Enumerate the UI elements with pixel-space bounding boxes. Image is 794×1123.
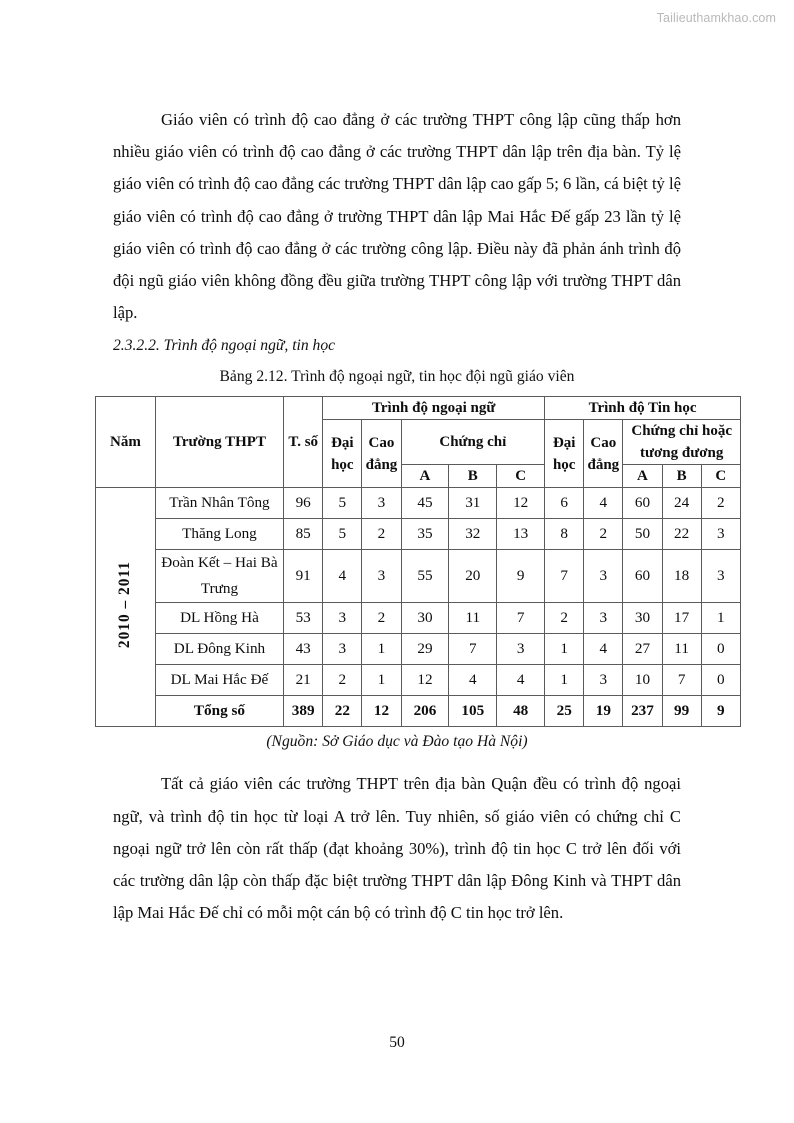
- cell-it-cao-dang: 3: [584, 550, 623, 603]
- cell-fl-cao-dang: 1: [362, 634, 401, 665]
- year-range-cell: [96, 488, 156, 727]
- cell-it-a: 50: [623, 519, 662, 550]
- header-fl-grade-c: C: [497, 465, 545, 488]
- cell-it-dai-hoc: 1: [545, 634, 584, 665]
- cell-total: 91: [284, 550, 323, 603]
- header-it-university: Đại học: [545, 420, 584, 488]
- school-name-cell: Thăng Long: [155, 519, 283, 550]
- cell-it-b: 7: [662, 665, 701, 696]
- cell-it-c: 0: [701, 634, 740, 665]
- total-cell-it-a: 237: [623, 696, 662, 727]
- page-content: [109, 104, 733, 929]
- table-source-note: (Nguồn: Sở Giáo dục và Đào tạo Hà Nội): [266, 733, 528, 751]
- table-caption: Bảng 2.12. Trình độ ngoại ngữ, tin học đội ngũ giáo viên: [219, 368, 575, 386]
- school-name-cell: DL Mai Hắc Đế: [155, 665, 283, 696]
- cell-it-dai-hoc: 7: [545, 550, 584, 603]
- total-label-cell: Tổng số: [155, 696, 283, 727]
- school-name-cell: DL Hồng Hà: [155, 603, 283, 634]
- cell-total: 96: [284, 488, 323, 519]
- table-row: [96, 550, 741, 603]
- table-row: [96, 603, 741, 634]
- total-cell-it-dai-hoc: 25: [545, 696, 584, 727]
- total-cell-it-cao-dang: 19: [584, 696, 623, 727]
- cell-it-b: 18: [662, 550, 701, 603]
- cell-fl-b: 4: [449, 665, 497, 696]
- cell-total: 53: [284, 603, 323, 634]
- header-fl-certificate: Chứng chỉ: [401, 420, 545, 465]
- total-cell-fl-cao-dang: 12: [362, 696, 401, 727]
- page-number: 50: [389, 1034, 405, 1051]
- table-row: [96, 488, 741, 519]
- cell-fl-c: 3: [497, 634, 545, 665]
- header-it-college: Cao đẳng: [584, 420, 623, 488]
- table-row: [96, 665, 741, 696]
- cell-it-a: 60: [623, 550, 662, 603]
- header-fl-grade-b: B: [449, 465, 497, 488]
- header-group-it: Trình độ Tin học: [545, 397, 741, 420]
- cell-total: 43: [284, 634, 323, 665]
- cell-fl-a: 45: [401, 488, 449, 519]
- cell-it-b: 11: [662, 634, 701, 665]
- table-container: [95, 396, 741, 727]
- cell-fl-a: 55: [401, 550, 449, 603]
- cell-fl-a: 35: [401, 519, 449, 550]
- header-group-foreign-language: Trình độ ngoại ngữ: [323, 397, 545, 420]
- header-school: Trường THPT: [155, 397, 283, 488]
- cell-fl-c: 9: [497, 550, 545, 603]
- cell-it-a: 30: [623, 603, 662, 634]
- school-name-cell: Trần Nhân Tông: [155, 488, 283, 519]
- cell-fl-cao-dang: 3: [362, 550, 401, 603]
- total-cell-fl-c: 48: [497, 696, 545, 727]
- header-year: Năm: [96, 397, 156, 488]
- header-row-groups: [96, 397, 741, 420]
- cell-fl-dai-hoc: 2: [323, 665, 362, 696]
- total-cell-fl-b: 105: [449, 696, 497, 727]
- total-cell-fl-dai-hoc: 22: [323, 696, 362, 727]
- cell-fl-b: 7: [449, 634, 497, 665]
- cell-it-cao-dang: 3: [584, 665, 623, 696]
- table-head: [96, 397, 741, 488]
- header-it-grade-a: A: [623, 465, 662, 488]
- cell-it-b: 24: [662, 488, 701, 519]
- cell-fl-c: 13: [497, 519, 545, 550]
- school-name-cell: Đoàn Kết – Hai Bà Trưng: [155, 550, 283, 603]
- intro-paragraph: Giáo viên có trình độ cao đẳng ở các trường THPT công lập cũng thấp hơn nhiều giáo viên có trình độ cao đẳng ở các trường THPT dân lập trên địa bàn. Tỷ lệ giáo viên có trình độ cao đẳng các trường THPT dân lập cao gấp 5; 6 lần, cá biệt tỷ lệ giáo viên có trình độ cao đẳng ở trường THPT dân lập Mai Hắc Đế gấp 23 lần tỷ lệ giáo viên có trình độ cao đẳng ở các trường công lập. Điều này đã phản ánh trình độ đội ngũ giáo viên không đồng đều giữa trường THPT công lập với trường THPT dân lập.: [113, 110, 681, 323]
- header-it-certificate: Chứng chỉ hoặc tương đương: [623, 420, 741, 465]
- header-fl-university: Đại học: [323, 420, 362, 488]
- cell-it-cao-dang: 3: [584, 603, 623, 634]
- conclusion-paragraph: Tất cả giáo viên các trường THPT trên địa bàn Quận đều có trình độ ngoại ngữ, và trình độ tin học từ loại A trở lên. Tuy nhiên, số giáo viên có chứng chỉ C ngoại ngữ trở lên còn rất thấp (đạt khoảng 30%), trình độ tin học C trở lên đối với các trường dân lập còn thấp đặc biệt trường THPT dân lập Đông Kinh và THPT dân lập Mai Hắc Đế chỉ có mỗi một cán bộ có trình độ C tin học trở lên.: [113, 774, 681, 923]
- total-cell-it-b: 99: [662, 696, 701, 727]
- year-range-label: 2010 – 2011: [116, 561, 134, 649]
- cell-fl-a: 29: [401, 634, 449, 665]
- cell-it-c: 1: [701, 603, 740, 634]
- cell-fl-cao-dang: 2: [362, 603, 401, 634]
- cell-total: 21: [284, 665, 323, 696]
- cell-fl-dai-hoc: 5: [323, 519, 362, 550]
- cell-it-b: 22: [662, 519, 701, 550]
- cell-it-c: 2: [701, 488, 740, 519]
- cell-fl-b: 11: [449, 603, 497, 634]
- header-fl-grade-a: A: [401, 465, 449, 488]
- table-body: [96, 488, 741, 727]
- header-fl-college: Cao đẳng: [362, 420, 401, 488]
- cell-it-dai-hoc: 1: [545, 665, 584, 696]
- cell-fl-b: 20: [449, 550, 497, 603]
- cell-fl-dai-hoc: 3: [323, 634, 362, 665]
- cell-it-a: 27: [623, 634, 662, 665]
- cell-it-c: 3: [701, 550, 740, 603]
- cell-it-c: 0: [701, 665, 740, 696]
- cell-fl-dai-hoc: 5: [323, 488, 362, 519]
- cell-fl-a: 12: [401, 665, 449, 696]
- cell-it-b: 17: [662, 603, 701, 634]
- cell-it-dai-hoc: 2: [545, 603, 584, 634]
- cell-it-c: 3: [701, 519, 740, 550]
- table-row: [96, 634, 741, 665]
- cell-fl-a: 30: [401, 603, 449, 634]
- total-cell-total: 389: [284, 696, 323, 727]
- cell-fl-dai-hoc: 4: [323, 550, 362, 603]
- total-cell-fl-a: 206: [401, 696, 449, 727]
- cell-fl-b: 31: [449, 488, 497, 519]
- cell-fl-cao-dang: 3: [362, 488, 401, 519]
- section-heading: 2.3.2.2. Trình độ ngoại ngữ, tin học: [113, 337, 336, 355]
- header-total: T. số: [284, 397, 323, 488]
- cell-fl-dai-hoc: 3: [323, 603, 362, 634]
- cell-it-a: 10: [623, 665, 662, 696]
- header-it-grade-b: B: [662, 465, 701, 488]
- table-row: [96, 519, 741, 550]
- cell-it-dai-hoc: 8: [545, 519, 584, 550]
- cell-fl-cao-dang: 2: [362, 519, 401, 550]
- header-it-grade-c: C: [701, 465, 740, 488]
- total-cell-it-c: 9: [701, 696, 740, 727]
- school-name-cell: DL Đông Kinh: [155, 634, 283, 665]
- cell-it-dai-hoc: 6: [545, 488, 584, 519]
- site-watermark: Tailieuthamkhao.com: [656, 11, 776, 25]
- cell-fl-c: 4: [497, 665, 545, 696]
- cell-it-cao-dang: 2: [584, 519, 623, 550]
- table-total-row: [96, 696, 741, 727]
- cell-fl-b: 32: [449, 519, 497, 550]
- cell-it-cao-dang: 4: [584, 488, 623, 519]
- cell-fl-c: 12: [497, 488, 545, 519]
- cell-it-cao-dang: 4: [584, 634, 623, 665]
- cell-it-a: 60: [623, 488, 662, 519]
- cell-total: 85: [284, 519, 323, 550]
- qualification-table: [95, 396, 741, 727]
- cell-fl-c: 7: [497, 603, 545, 634]
- cell-fl-cao-dang: 1: [362, 665, 401, 696]
